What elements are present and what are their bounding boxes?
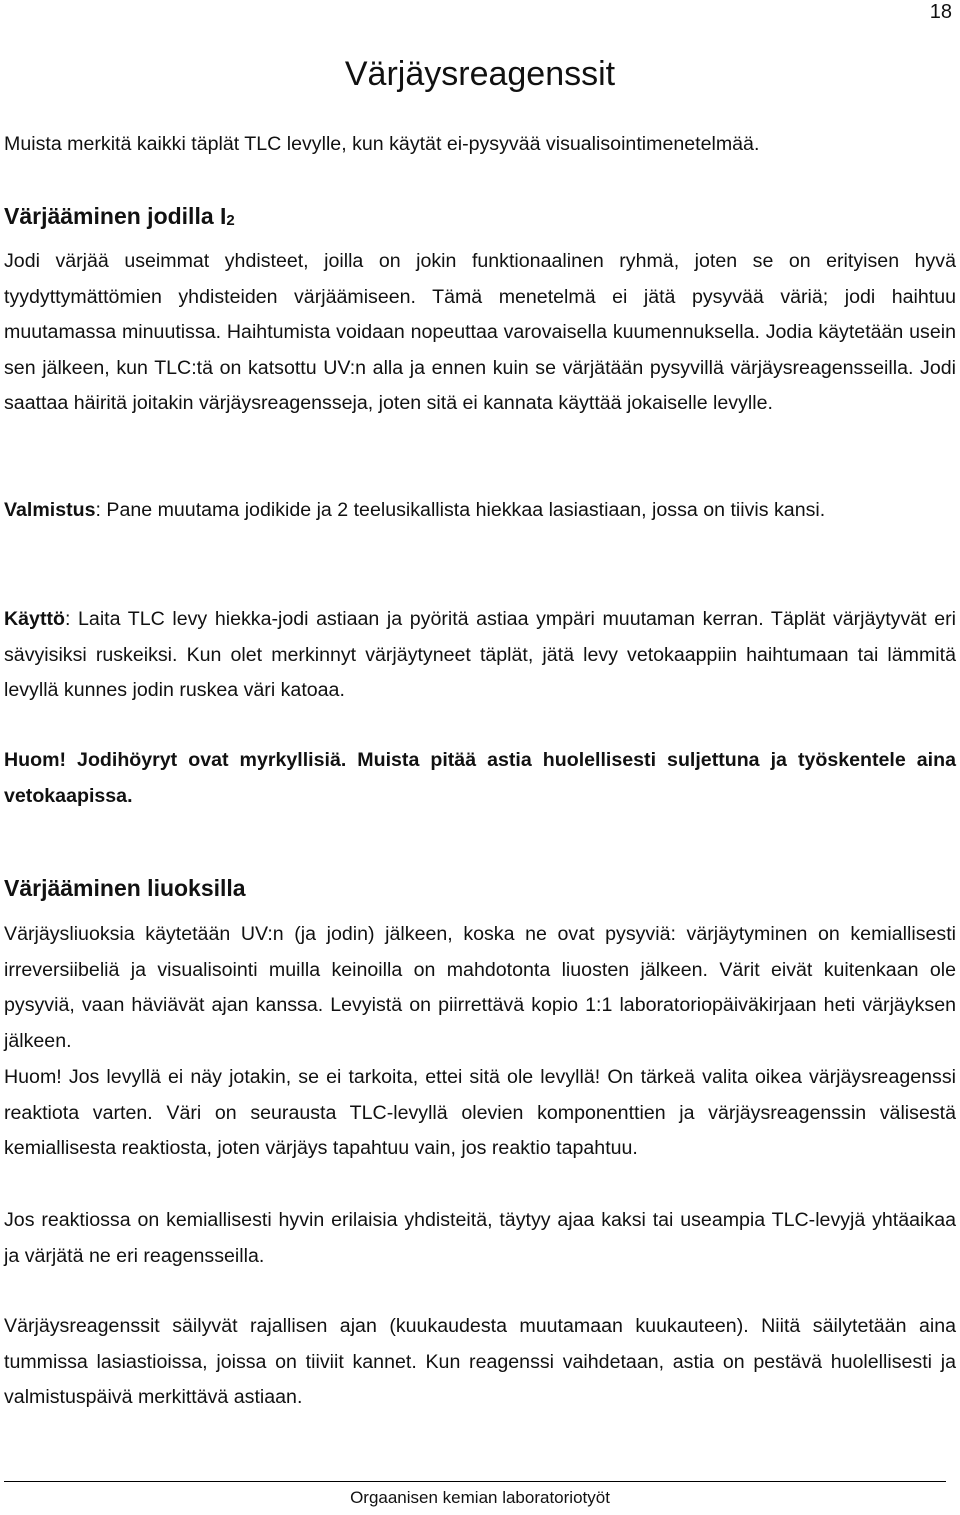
usage-paragraph — [4, 602, 956, 709]
preparation-label: Valmistus — [4, 499, 96, 521]
solutions-section-heading: Värjääminen liuoksilla — [4, 875, 246, 901]
iodine-paragraph: Jodi värjää useimmat yhdisteet, joilla on jokin funktionaalinen ryhmä, joten se on erityisen hyvä tyydyttymättömien yhdisteiden värjäämiseen. Tämä menetelmä ei jätä pysyvää väriä; jodi haihtuu muutamassa minuutissa. Haihtumista voidaan nopeuttaa varovaisella kuumennuksella. Jodia käytetään usein sen jälkeen, kun TLC:tä on katsottu UV:n alla ja ennen kuin se värjätään pysyvillä värjäysreagensseilla. Jodi saattaa häiritä joitakin värjäysreagensseja, joten sitä ei kannata käyttää jokaiselle levylle. — [4, 250, 956, 414]
usage-label: Käyttö — [4, 608, 65, 630]
iodine-section-heading — [4, 201, 235, 236]
solutions-paragraph-2: Huom! Jos levyllä ei näy jotakin, se ei tarkoita, ettei sitä ole levyllä! On tärkeä valita oikea värjäysreagenssi reaktiota varten. Väri on seurausta TLC-levyllä olevien komponenttien ja värjäysreagenssin välisestä kemiallisesta reaktiosta, joten värjäys tapahtuu vain, jos reaktio tapahtuu. — [4, 1066, 956, 1159]
solutions-paragraph-3: Jos reaktiossa on kemiallisesti hyvin erilaisia yhdisteitä, täytyy ajaa kaksi tai useampia TLC-levyjä yhtäaikaa ja värjätä ne eri reagensseilla. — [4, 1209, 956, 1267]
iodine-warning: Huom! Jodihöyryt ovat myrkyllisiä. Muista pitää astia huolellisesti suljettuna ja työskentele aina vetokaapissa. — [4, 749, 956, 807]
footer-divider — [4, 1481, 946, 1482]
page-title: Värjäysreagenssit — [344, 55, 616, 93]
preparation-text: : Pane muutama jodikide ja 2 teelusikallista hiekkaa lasiastiaan, jossa on tiivis kansi. — [95, 499, 826, 521]
page-number: 18 — [929, 1, 952, 23]
iodine-heading-text: Värjääminen jodilla I — [4, 203, 227, 229]
iodine-heading-subscript: 2 — [226, 212, 235, 229]
preparation-paragraph — [4, 493, 956, 529]
solutions-paragraph-4: Värjäysreagenssit säilyvät rajallisen ajan (kuukaudesta muutamaan kuukauteen). Niitä säilytetään aina tummissa lasiastioissa, joissa on tiiviit kannet. Kun reagenssi vaihdetaan, astia on pestävä huolellisesti ja valmistuspäivä merkittävä astiaan. — [4, 1315, 956, 1408]
usage-text: : Laita TLC levy hiekka-jodi astiaan ja pyöritä astiaa ympäri muutaman kerran. Täplät värjäytyvät eri sävyisiksi ruskeiksi. Kun olet merkinnyt värjäytyneet täplät, jätä levy vetokaappiin haihtumaan tai lämmitä levyllä kunnes jodin ruskea väri katoaa. — [4, 608, 956, 701]
intro-paragraph: Muista merkitä kaikki täplät TLC levylle, kun käytät ei-pysyvää visualisointimenetelmää. — [4, 133, 760, 155]
solutions-paragraph-1: Värjäysliuoksia käytetään UV:n (ja jodin) jälkeen, koska ne ovat pysyviä: värjäytyminen on kemiallisesti irreversiibeliä ja visualisointi muilla keinoilla on mahdotonta liuosten jälkeen. Värit eivät kuitenkaan ole pysyviä, vaan häviävät ajan kanssa. Levyistä on piirrettävä kopio 1:1 laboratoriopäiväkirjaan heti värjäyksen jälkeen. — [4, 923, 956, 1052]
page-footer: Orgaanisen kemian laboratoriotyöt — [350, 1488, 610, 1507]
